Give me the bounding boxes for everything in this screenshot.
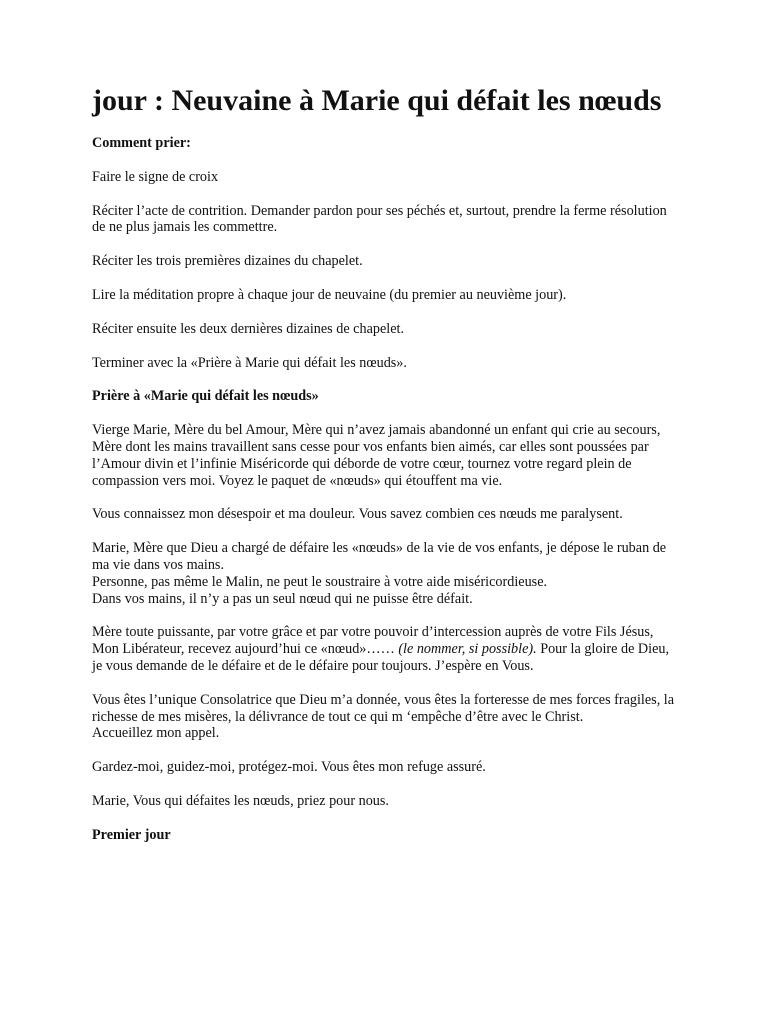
prayer-paragraph-4-text: Mère toute puissante, par votre grâce et par votre pouvoir d’intercession auprès de votre Fils Jésus, Mon Libérateur, recevez aujourd’hui ce «nœud»…… [92, 624, 654, 658]
how-to-pray-heading: Comment prier: [92, 135, 191, 151]
step-finish-prayer: Terminer avec la «Prière à Marie qui défait les nœuds». [92, 354, 407, 371]
document-title: jour : Neuvaine à Marie qui défait les nœuds [92, 84, 662, 117]
step-read-meditation: Lire la méditation propre à chaque jour de neuvaine (du premier au neuvième jour). [92, 286, 567, 303]
prayer-paragraph-4-text-end: Pour la gloire de Dieu, je vous demande de le défaire et de le défaire pour toujours. J’espère en Vous. [92, 641, 670, 674]
prayer-heading: Prière à «Marie qui défait les nœuds» [92, 388, 319, 405]
prayer-paragraph-5 [92, 692, 682, 742]
prayer-paragraph-4-instruction: (le nommer, si possible). [398, 641, 537, 658]
prayer-paragraph-3-line-2: Personne, pas même le Malin, ne peut le soustraire à votre aide miséricordieuse. [92, 573, 548, 590]
step-sign-of-cross: Faire le signe de croix [92, 168, 219, 185]
document-page [92, 84, 682, 861]
step-first-three-decades: Réciter les trois premières dizaines du chapelet. [92, 253, 363, 270]
step-act-of-contrition: Réciter l’acte de contrition. Demander pardon pour ses péchés et, surtout, prendre la ferme résolution de ne plus jamais les commettre. [92, 202, 667, 236]
prayer-paragraph-2: Vous connaissez mon désespoir et ma douleur. Vous savez combien ces nœuds me paralysent. [92, 506, 623, 523]
prayer-paragraph-3-line-3: Dans vos mains, il n’y a pas un seul nœud qui ne puisse être défait. [92, 590, 473, 607]
prayer-paragraph-4 [92, 624, 682, 674]
prayer-paragraph-7: Marie, Vous qui défaites les nœuds, priez pour nous. [92, 792, 389, 809]
first-day-heading: Premier jour [92, 826, 171, 843]
step-last-two-decades: Réciter ensuite les deux dernières dizaines de chapelet. [92, 320, 404, 337]
prayer-paragraph-6: Gardez-moi, guidez-moi, protégez-moi. Vous êtes mon refuge assuré. [92, 759, 486, 776]
prayer-paragraph-3-line-1: Marie, Mère que Dieu a chargé de défaire les «nœuds» de la vie de vos enfants, je dépose le ruban de ma vie dans vos mains. [92, 540, 667, 573]
prayer-paragraph-3 [92, 540, 682, 607]
prayer-paragraph-5-line-1: Vous êtes l’unique Consolatrice que Dieu m’a donnée, vous êtes la forteresse de mes forces fragiles, la richesse de mes misères, la délivrance de tout ce qui m ‘empêche d’être avec le Christ. [92, 691, 675, 725]
prayer-paragraph-1: Vierge Marie, Mère du bel Amour, Mère qui n’avez jamais abandonné un enfant qui crie au secours, Mère dont les mains travaillent sans cesse pour vos enfants bien aimés, car elles sont poussées par l’Amour divin et l’infinie Miséricorde qui déborde de votre cœur, tournez votre regard plein de compassion vers moi. Voyez le paquet de «nœuds» qui étouffent ma vie. [92, 422, 661, 489]
prayer-paragraph-5-line-2: Accueillez mon appel. [92, 725, 220, 742]
